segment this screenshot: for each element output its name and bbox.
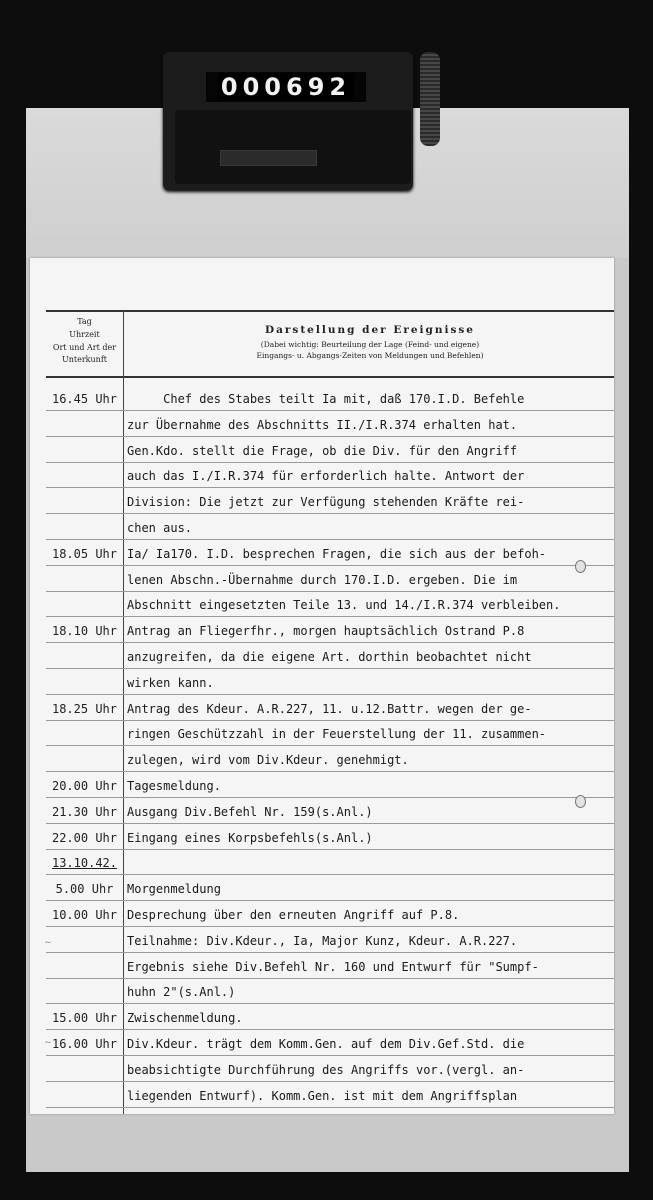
frame-counter-value: 000692 <box>218 73 354 101</box>
ruled-line <box>46 745 614 746</box>
entry-time: 21.30 Uhr <box>51 804 118 819</box>
entry-text: Ausgang Div.Befehl Nr. 159(s.Anl.) <box>127 804 373 819</box>
ruled-line <box>46 797 614 798</box>
entry-text: Desprechung über den erneuten Angriff auf P.8. <box>127 908 460 922</box>
ruled-line <box>46 1029 614 1030</box>
entry-text: Division: Die jetzt zur Verfügung stehenden Kräfte rei- <box>127 495 525 510</box>
entry-text: lenen Abschn.-Übernahme durch 170.I.D. ergeben. Die im <box>127 572 518 587</box>
frame-counter-plate <box>220 150 317 166</box>
margin-pencil-mark: ~ <box>44 938 52 948</box>
ruled-line <box>46 616 614 617</box>
ruled-line <box>46 1081 614 1082</box>
entry-text: Antrag an Fliegerfhr., morgen hauptsächlich Ostrand P.8 <box>127 624 525 639</box>
ruled-line <box>46 849 614 850</box>
margin-pencil-mark: ~ <box>44 1038 52 1048</box>
entry-text: Morgenmeldung <box>127 882 221 897</box>
punch-hole-icon <box>575 795 586 808</box>
ruled-line <box>46 771 614 772</box>
entry-text: beabsichtigte Durchführung des Angriffs vor.(vergl. an- <box>127 1062 525 1077</box>
header-center <box>130 324 610 361</box>
header-title: Darstellung der Ereignisse <box>264 324 475 336</box>
document-page <box>30 258 614 1114</box>
ruled-line <box>46 978 614 979</box>
entry-time: 22.00 Uhr <box>51 830 118 845</box>
ruled-line <box>46 1055 614 1056</box>
entry-text: Abschnitt eingesetzten Teile 13. und 14./I.R.374 verbleiben. <box>127 598 561 613</box>
counter-knob-icon <box>420 52 440 146</box>
entry-time: 18.10 Uhr <box>51 624 118 639</box>
ruled-line <box>46 874 614 875</box>
entry-text: Gen.Kdo. stellt die Frage, ob die Div. für den Angriff <box>127 443 518 458</box>
ruled-line <box>46 462 614 463</box>
ruled-line <box>46 720 614 721</box>
entry-text: anzugreifen, da die eigene Art. dorthin beobachtet nicht <box>127 650 532 664</box>
punch-hole-icon <box>575 560 586 573</box>
entry-text: Ia/ Ia170. I.D. besprechen Fragen, die sich aus der befoh- <box>127 546 547 561</box>
ruled-line <box>46 1107 614 1108</box>
ruled-line <box>46 539 614 540</box>
ruled-line <box>46 513 614 514</box>
entry-text: auch das I./I.R.374 für erforderlich halte. Antwort der <box>127 469 525 484</box>
entry-text: ringen Geschützzahl in der Feuerstellung der 11. zusammen- <box>127 727 547 742</box>
entry-text: wirken kann. <box>127 675 214 690</box>
ruled-line <box>46 410 614 411</box>
header-left-column <box>46 316 123 367</box>
entry-text: Tagesmeldung. <box>127 779 221 793</box>
ruled-line <box>46 900 614 901</box>
entry-text: chen aus. <box>127 521 193 535</box>
ruled-line <box>46 1003 614 1004</box>
ruled-line <box>46 436 614 437</box>
entry-time: 10.00 Uhr <box>51 908 118 922</box>
entry-time: 18.25 Uhr <box>51 701 118 716</box>
ruled-line <box>46 642 614 643</box>
entry-time: 18.05 Uhr <box>51 546 118 561</box>
entry-text: huhn 2"(s.Anl.) <box>127 985 236 1000</box>
ruled-line <box>46 926 614 927</box>
entry-time: 16.00 Uhr <box>51 1037 118 1051</box>
header-label-time: Uhrzeit <box>69 330 100 339</box>
header-subtitle-1: (Dabei wichtig: Beurteilung der Lage (Feind- und eigene) <box>260 340 480 349</box>
entry-time: 16.45 Uhr <box>51 392 118 406</box>
entry-text: liegenden Entwurf). Komm.Gen. ist mit dem Angriffsplan <box>127 1088 518 1103</box>
header-subtitle-2: Eingangs- u. Abgangs-Zeiten von Meldungen und Befehlen) <box>256 351 484 360</box>
entry-text: zur Übernahme des Abschnitts II./I.R.374 erhalten hat. <box>127 417 518 432</box>
header-label-day: Tag <box>77 317 92 326</box>
entry-time: 20.00 Uhr <box>51 779 118 793</box>
entry-time: 5.00 Uhr <box>55 882 114 897</box>
entry-text: Antrag des Kdeur. A.R.227, 11. u.12.Battr. wegen der ge- <box>127 701 532 716</box>
ruled-line <box>46 694 614 695</box>
ruled-line <box>46 952 614 953</box>
header-top-rule <box>46 310 614 312</box>
entry-text: Ergebnis siehe Div.Befehl Nr. 160 und Entwurf für "Sumpf- <box>127 959 539 974</box>
column-divider <box>123 310 124 1114</box>
ruled-line <box>46 668 614 669</box>
entry-text: Teilnahme: Div.Kdeur., Ia, Major Kunz, Kdeur. A.R.227. <box>127 933 518 948</box>
entry-text: Chef des Stabes teilt Ia mit, daß 170.I.D. Befehle <box>127 392 525 406</box>
ruled-line <box>46 823 614 824</box>
entry-text: Eingang eines Korpsbefehls(s.Anl.) <box>127 830 373 845</box>
entry-date: 13.10.42. <box>51 856 118 871</box>
header-bottom-rule <box>46 376 614 378</box>
ruled-line <box>46 591 614 592</box>
ruled-line <box>46 565 614 566</box>
entry-text: Zwischenmeldung. <box>127 1011 243 1026</box>
frame-counter-window <box>206 72 366 102</box>
entry-text: zulegen, wird vom Div.Kdeur. genehmigt. <box>127 753 409 768</box>
ruled-line <box>46 487 614 488</box>
entry-time: 15.00 Uhr <box>51 1011 118 1026</box>
frame-counter-base <box>175 110 411 184</box>
header-label-location: Ort und Art der Unterkunft <box>52 343 117 364</box>
entry-text: Div.Kdeur. trägt dem Komm.Gen. auf dem Div.Gef.Std. die <box>127 1037 525 1051</box>
